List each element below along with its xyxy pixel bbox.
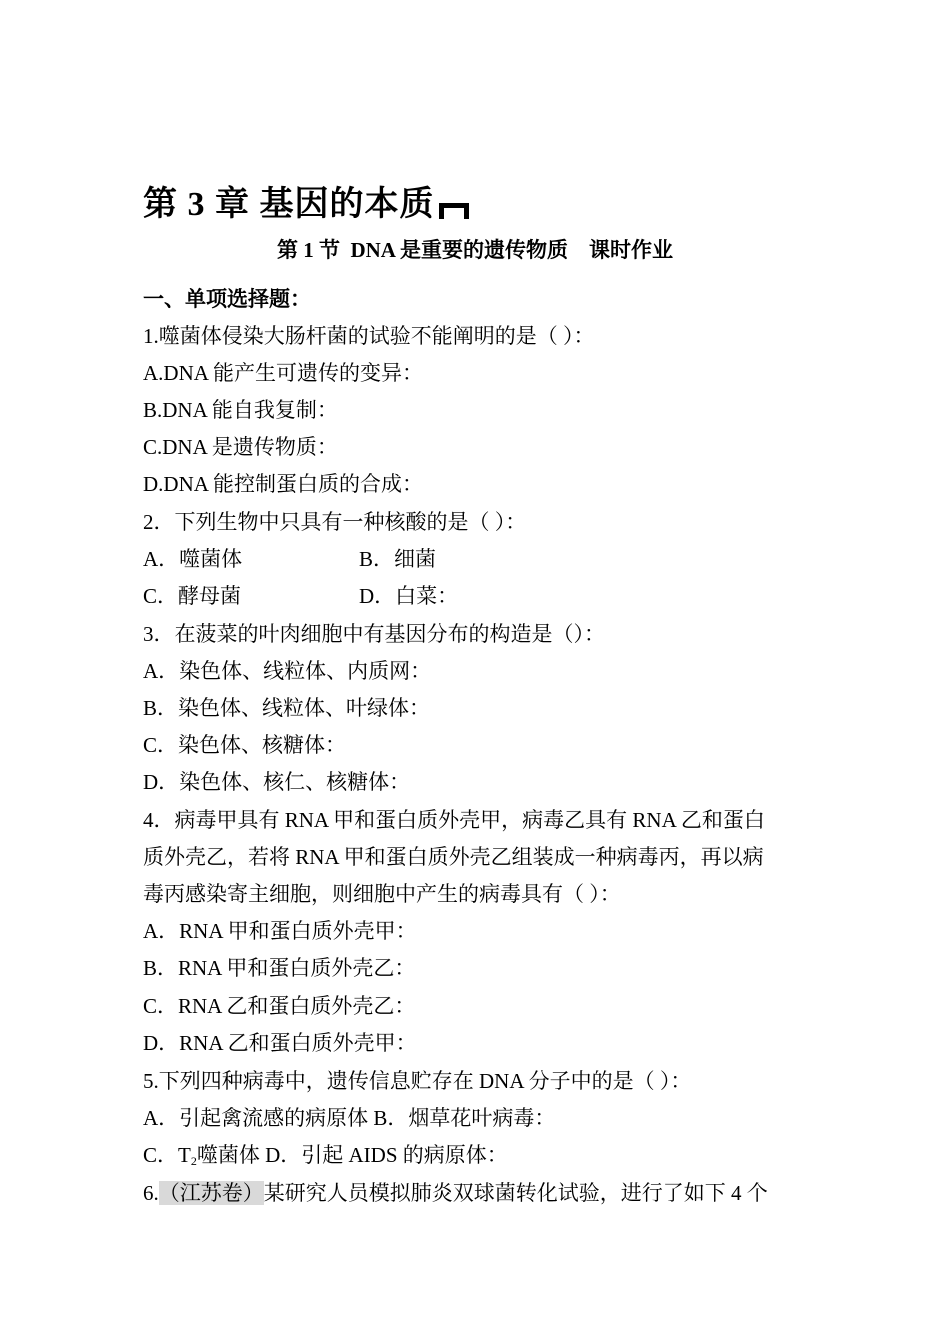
q1-stem: 1.噬菌体侵染大肠杆菌的试验不能阐明的是（ ）： xyxy=(143,324,595,348)
q1-option-d: D.DNA 能控制蛋白质的合成： xyxy=(143,472,424,496)
q5-option-c-rest: 噬菌体 D．引起 AIDS 的病原体： xyxy=(196,1143,508,1167)
q5-subscript: 2 xyxy=(190,1154,197,1168)
q2-option-a: A．噬菌体 xyxy=(143,547,243,571)
q3-option-b: B．染色体、线粒体、叶绿体： xyxy=(143,696,431,720)
q2-option-b: B．细菌 xyxy=(359,547,437,571)
q4-option-c: C．RNA 乙和蛋白质外壳乙： xyxy=(143,994,416,1018)
q3-stem: 3．在菠菜的叶肉细胞中有基因分布的构造是（）： xyxy=(143,622,605,646)
section-title: 第 1 节 DNA 是重要的遗传物质 课时作业 xyxy=(276,238,674,262)
q4-option-b: B．RNA 甲和蛋白质外壳乙： xyxy=(143,956,416,980)
q6-stem-text: 某研究人员模拟肺炎双球菌转化试验，进行了如下 4 个 xyxy=(263,1181,768,1205)
part-heading: 一、单项选择题： xyxy=(143,287,311,311)
q2-options-row2 xyxy=(143,582,458,610)
q5-option-c-prefix: C．T xyxy=(143,1143,191,1167)
q2-option-d: D．白菜： xyxy=(359,584,459,608)
q4-option-a: A．RNA 甲和蛋白质外壳甲： xyxy=(143,919,417,943)
chapter-title xyxy=(143,176,471,225)
q5-options-cd xyxy=(143,1141,508,1175)
q1-option-b: B.DNA 能自我复制： xyxy=(143,398,338,422)
q4-option-d: D．RNA 乙和蛋白质外壳甲： xyxy=(143,1031,417,1055)
q3-option-a: A．染色体、线粒体、内质网： xyxy=(143,659,432,683)
q5-stem: 5.下列四种病毒中，遗传信息贮存在 DNA 分子中的是（ ）： xyxy=(143,1069,692,1093)
heading-mark-icon xyxy=(437,199,471,219)
q3-option-d: D．染色体、核仁、核糖体： xyxy=(143,770,411,794)
q4-stem-line1: 4．病毒甲具有 RNA 甲和蛋白质外壳甲，病毒乙具有 RNA 乙和蛋白 xyxy=(143,808,765,832)
q6-source-tag: （江苏卷） xyxy=(158,1181,264,1205)
q2-stem: 2．下列生物中只具有一种核酸的是（ ）： xyxy=(143,510,527,534)
q3-option-c: C．染色体、核糖体： xyxy=(143,733,347,757)
q6-stem xyxy=(143,1179,768,1207)
q1-option-c: C.DNA 是遗传物质： xyxy=(143,435,338,459)
q2-options-row1 xyxy=(143,545,436,573)
q6-number: 6. xyxy=(143,1181,159,1205)
q1-option-a: A.DNA 能产生可遗传的变异： xyxy=(143,361,424,385)
chapter-title-text: 第 3 章 基因的本质 xyxy=(143,186,435,223)
q2-option-c: C．酵母菌 xyxy=(143,584,242,608)
q4-stem-line2: 质外壳乙，若将 RNA 甲和蛋白质外壳乙组装成一种病毒丙，再以病 xyxy=(143,845,764,869)
q5-options-ab: A．引起禽流感的病原体 B．烟草花叶病毒： xyxy=(143,1106,556,1130)
q4-stem-line3: 毒丙感染寄主细胞，则细胞中产生的病毒具有（ ）： xyxy=(143,882,621,906)
